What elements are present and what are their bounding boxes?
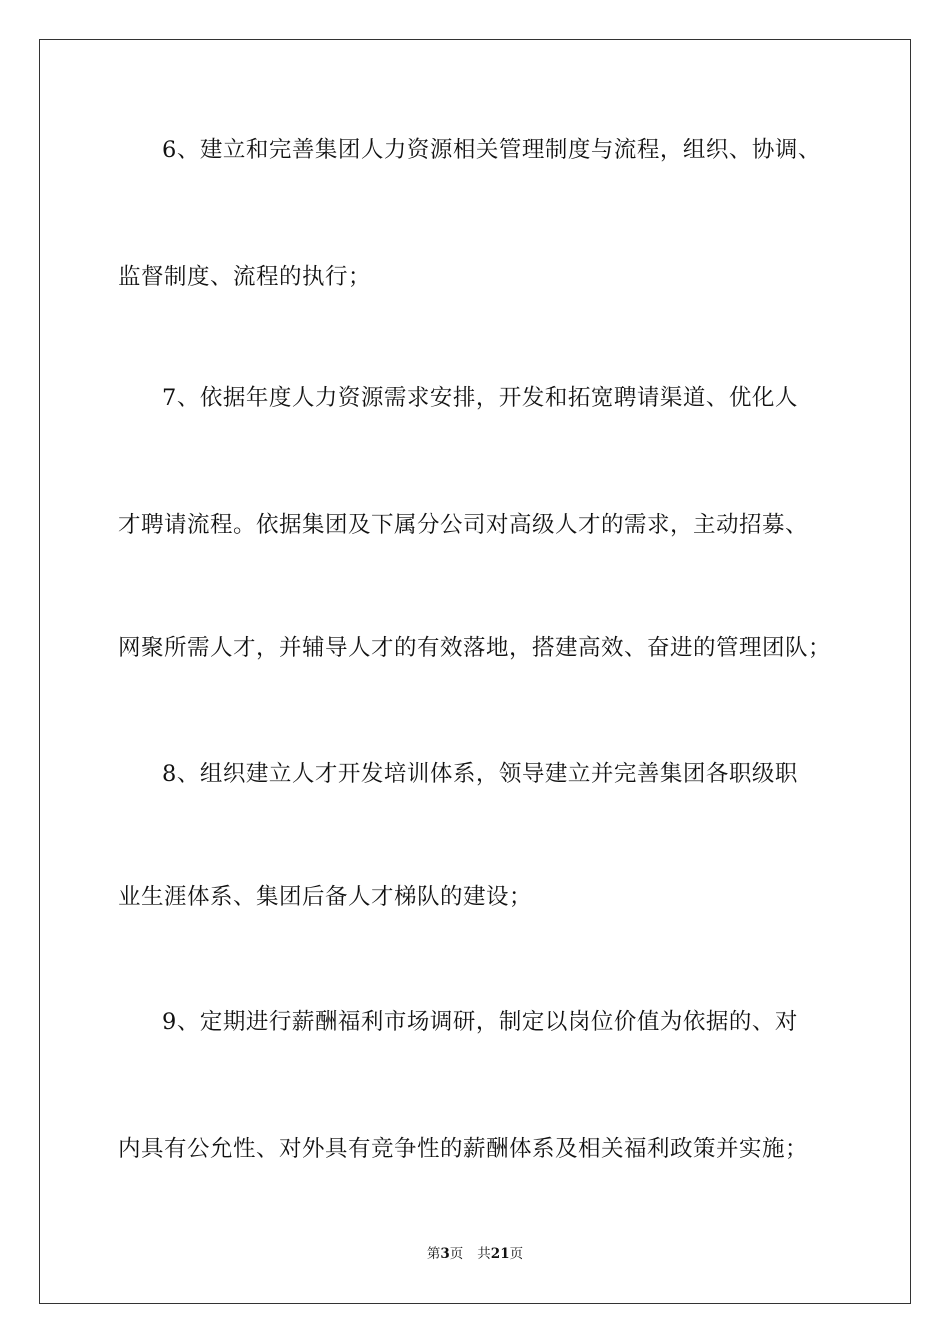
page-border <box>39 39 911 1304</box>
page-prefix: 第 <box>426 1246 441 1262</box>
paragraph-8-line-2: 业生涯体系、集团后备人才梯队的建设； <box>118 884 533 910</box>
paragraph-7-line-1: 7、依据年度人力资源需求安排，开发和拓宽聘请渠道、优化人 <box>162 385 798 411</box>
paragraph-7-line-3: 网聚所需人才，并辅导人才的有效落地，搭建高效、奋进的管理团队； <box>118 635 832 661</box>
paragraph-9-line-1: 9、定期进行薪酬福利市场调研，制定以岗位价值为依据的、对 <box>162 1009 798 1035</box>
paragraph-8-line-1: 8、组织建立人才开发培训体系，领导建立并完善集团各职级职 <box>162 761 798 787</box>
page-footer <box>0 1245 950 1263</box>
total-prefix: 共 <box>477 1246 491 1262</box>
paragraph-6-line-1: 6、建立和完善集团人力资源相关管理制度与流程，组织、协调、 <box>162 137 821 163</box>
page-suffix: 页 <box>449 1246 464 1262</box>
paragraph-7-line-2: 才聘请流程。依据集团及下属分公司对高级人才的需求，主动招募、 <box>118 512 809 538</box>
total-pages: 21 <box>490 1246 510 1262</box>
paragraph-9-line-2: 内具有公允性、对外具有竞争性的薪酬体系及相关福利政策并实施； <box>118 1136 809 1162</box>
page-number: 3 <box>440 1246 450 1262</box>
paragraph-6-line-2: 监督制度、流程的执行； <box>118 264 372 290</box>
total-suffix: 页 <box>509 1246 524 1262</box>
